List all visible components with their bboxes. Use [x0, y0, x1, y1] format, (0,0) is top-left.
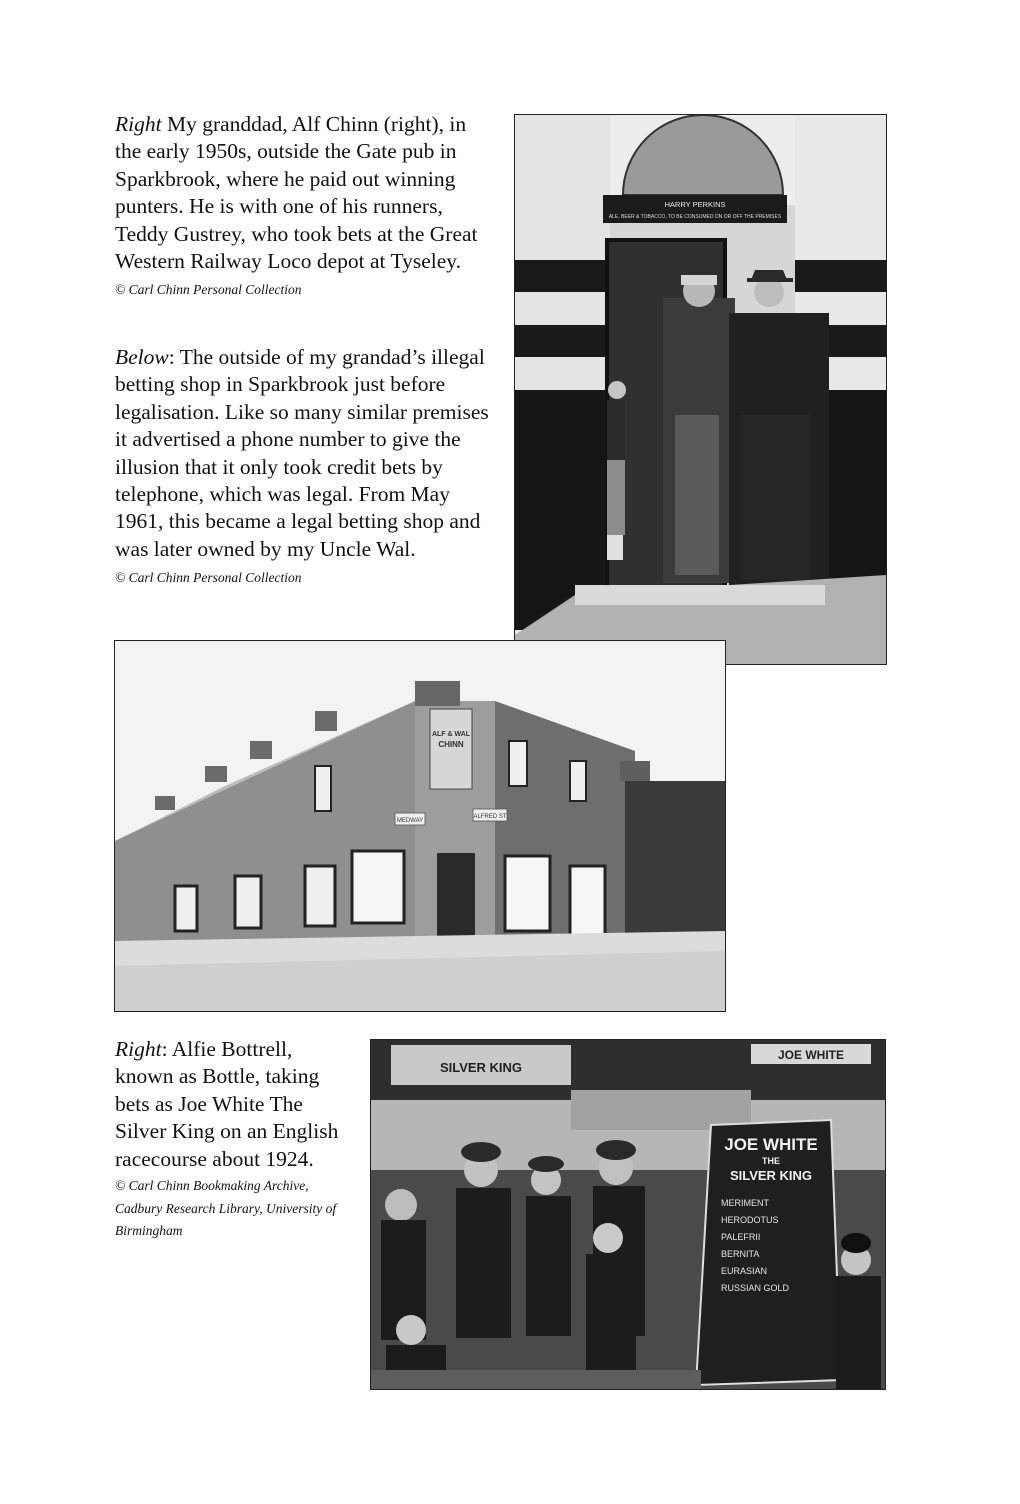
caption-text: : Alfie Bottrell, known as Bottle, taking bets as Joe White The Silver King on an English racecourse about 1924. — [115, 1037, 339, 1171]
shop-sign-line2: CHINN — [438, 740, 464, 749]
caption-granddad — [115, 111, 495, 301]
runner-4: BERNITA — [721, 1249, 760, 1259]
caption-text: : The outside of my grandad’s illegal betting shop in Sparkbrook just before legalisation. Like so many similar premises it advertised a phone number to give the illusion that it only took credit bets by telephone, which was legal. From May 1961, this became a legal betting shop and was later owned by my Uncle Wal. — [115, 345, 489, 561]
chalk-board — [696, 1120, 841, 1385]
street-sign-alfred: ALFRED ST — [473, 814, 507, 820]
runner-5: EURASIAN — [721, 1266, 768, 1276]
photo-credit: © Carl Chinn Personal Collection — [115, 570, 302, 586]
caption-lead: Right — [115, 112, 162, 136]
pub-sign-line1: HARRY PERKINS — [664, 200, 726, 209]
photo-credit: © Carl Chinn Personal Collection — [115, 282, 302, 298]
banner-silver-king: SILVER KING — [439, 1060, 523, 1075]
photo-pub-doorway — [514, 114, 887, 665]
street-sign-medway: MEDWAY — [396, 818, 424, 824]
caption-lead: Below — [115, 345, 169, 369]
board-line1: JOE WHITE — [724, 1135, 818, 1154]
photo-credit: © Carl Chinn Bookmaking Archive, Cadbury Research Library, University of Birmingham — [115, 1178, 337, 1239]
caption-silver-king — [115, 1036, 355, 1243]
runner-6: RUSSIAN GOLD — [721, 1283, 790, 1293]
runner-3: PALEFRII — [721, 1232, 761, 1242]
pub-sign-line3: ALE, BEER & TOBACCO, TO BE CONSUMED ON OR OFF THE PREMISES — [608, 214, 782, 220]
top-sign-joe-white: JOE WHITE — [777, 1048, 845, 1062]
caption-lead: Right — [115, 1037, 162, 1061]
board-line3: SILVER KING — [729, 1168, 813, 1183]
photo-racecourse — [370, 1039, 886, 1390]
shop-sign-line1: ALF & WAL — [431, 731, 471, 738]
runner-1: MERIMENT — [721, 1198, 769, 1208]
photo-betting-shop — [114, 640, 726, 1012]
runner-2: HERODOTUS — [721, 1215, 779, 1225]
board-line2: THE — [762, 1156, 780, 1166]
caption-betting-shop — [115, 344, 495, 589]
caption-text: My granddad, Alf Chinn (right), in the early 1950s, outside the Gate pub in Sparkbrook, where he paid out winning punters. He is with one of his runners, Teddy Gustrey, who took bets at the Great Western Railway Loco depot at Tyseley. — [115, 112, 478, 274]
